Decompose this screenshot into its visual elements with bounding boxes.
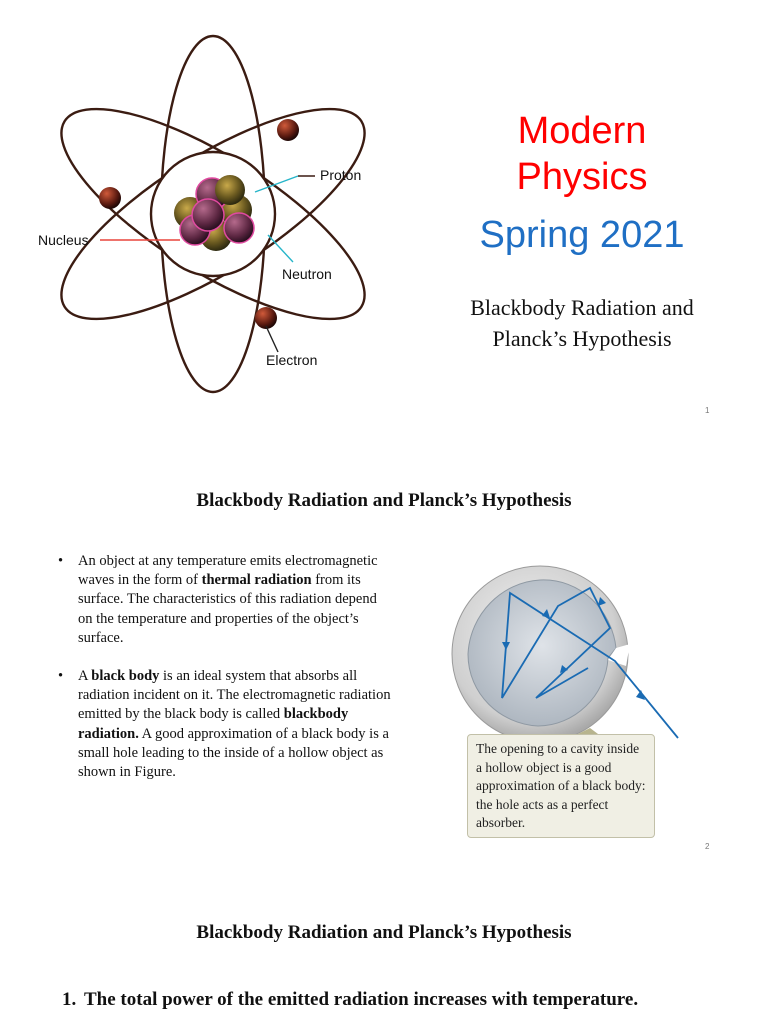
slide-3	[0, 860, 768, 1024]
page-number: 1	[705, 406, 710, 415]
slide-2	[0, 430, 768, 860]
bullet-list	[58, 552, 393, 801]
title-semester: Spring 2021	[479, 214, 685, 256]
page-number: 2	[705, 842, 710, 851]
slide-subtitle: Blackbody Radiation and Planck’s Hypothesis	[470, 295, 694, 351]
electron-left	[99, 187, 121, 209]
slide-heading: Blackbody Radiation and Planck’s Hypothesis	[196, 490, 572, 511]
title-modern-physics: Modern Physics	[516, 110, 648, 198]
label-electron: Electron	[266, 352, 318, 368]
figure-caption: The opening to a cavity inside a hollow object is a good approximation of a black body: the hole acts as a perfect absorber.	[467, 734, 655, 838]
electron-top-right	[277, 119, 299, 141]
slide-heading: Blackbody Radiation and Planck’s Hypothesis	[196, 922, 572, 943]
atom-diagram	[30, 30, 410, 410]
label-neutron: Neutron	[282, 266, 332, 282]
bullet-black-body: • A black body is an ideal system that absorbs all radiation incident on it. The electromagnetic radiation emitted by the black body is called blackbody radiation. A good approximation of a black body is a small hole leading to the inside of a hollow object as shown in Figure.	[58, 667, 393, 782]
label-nucleus: Nucleus	[38, 232, 89, 248]
point-total-power: 1. The total power of the emitted radiation increases with temperature.	[62, 989, 639, 1010]
bullet-thermal-radiation: • An object at any temperature emits electromagnetic waves in the form of thermal radiation from its surface. The characteristics of this radiation depend on the temperature and properties of the object’s surface.	[58, 552, 393, 648]
electron-bottom	[255, 307, 277, 329]
label-proton: Proton	[320, 167, 362, 183]
slide-1	[0, 0, 768, 430]
